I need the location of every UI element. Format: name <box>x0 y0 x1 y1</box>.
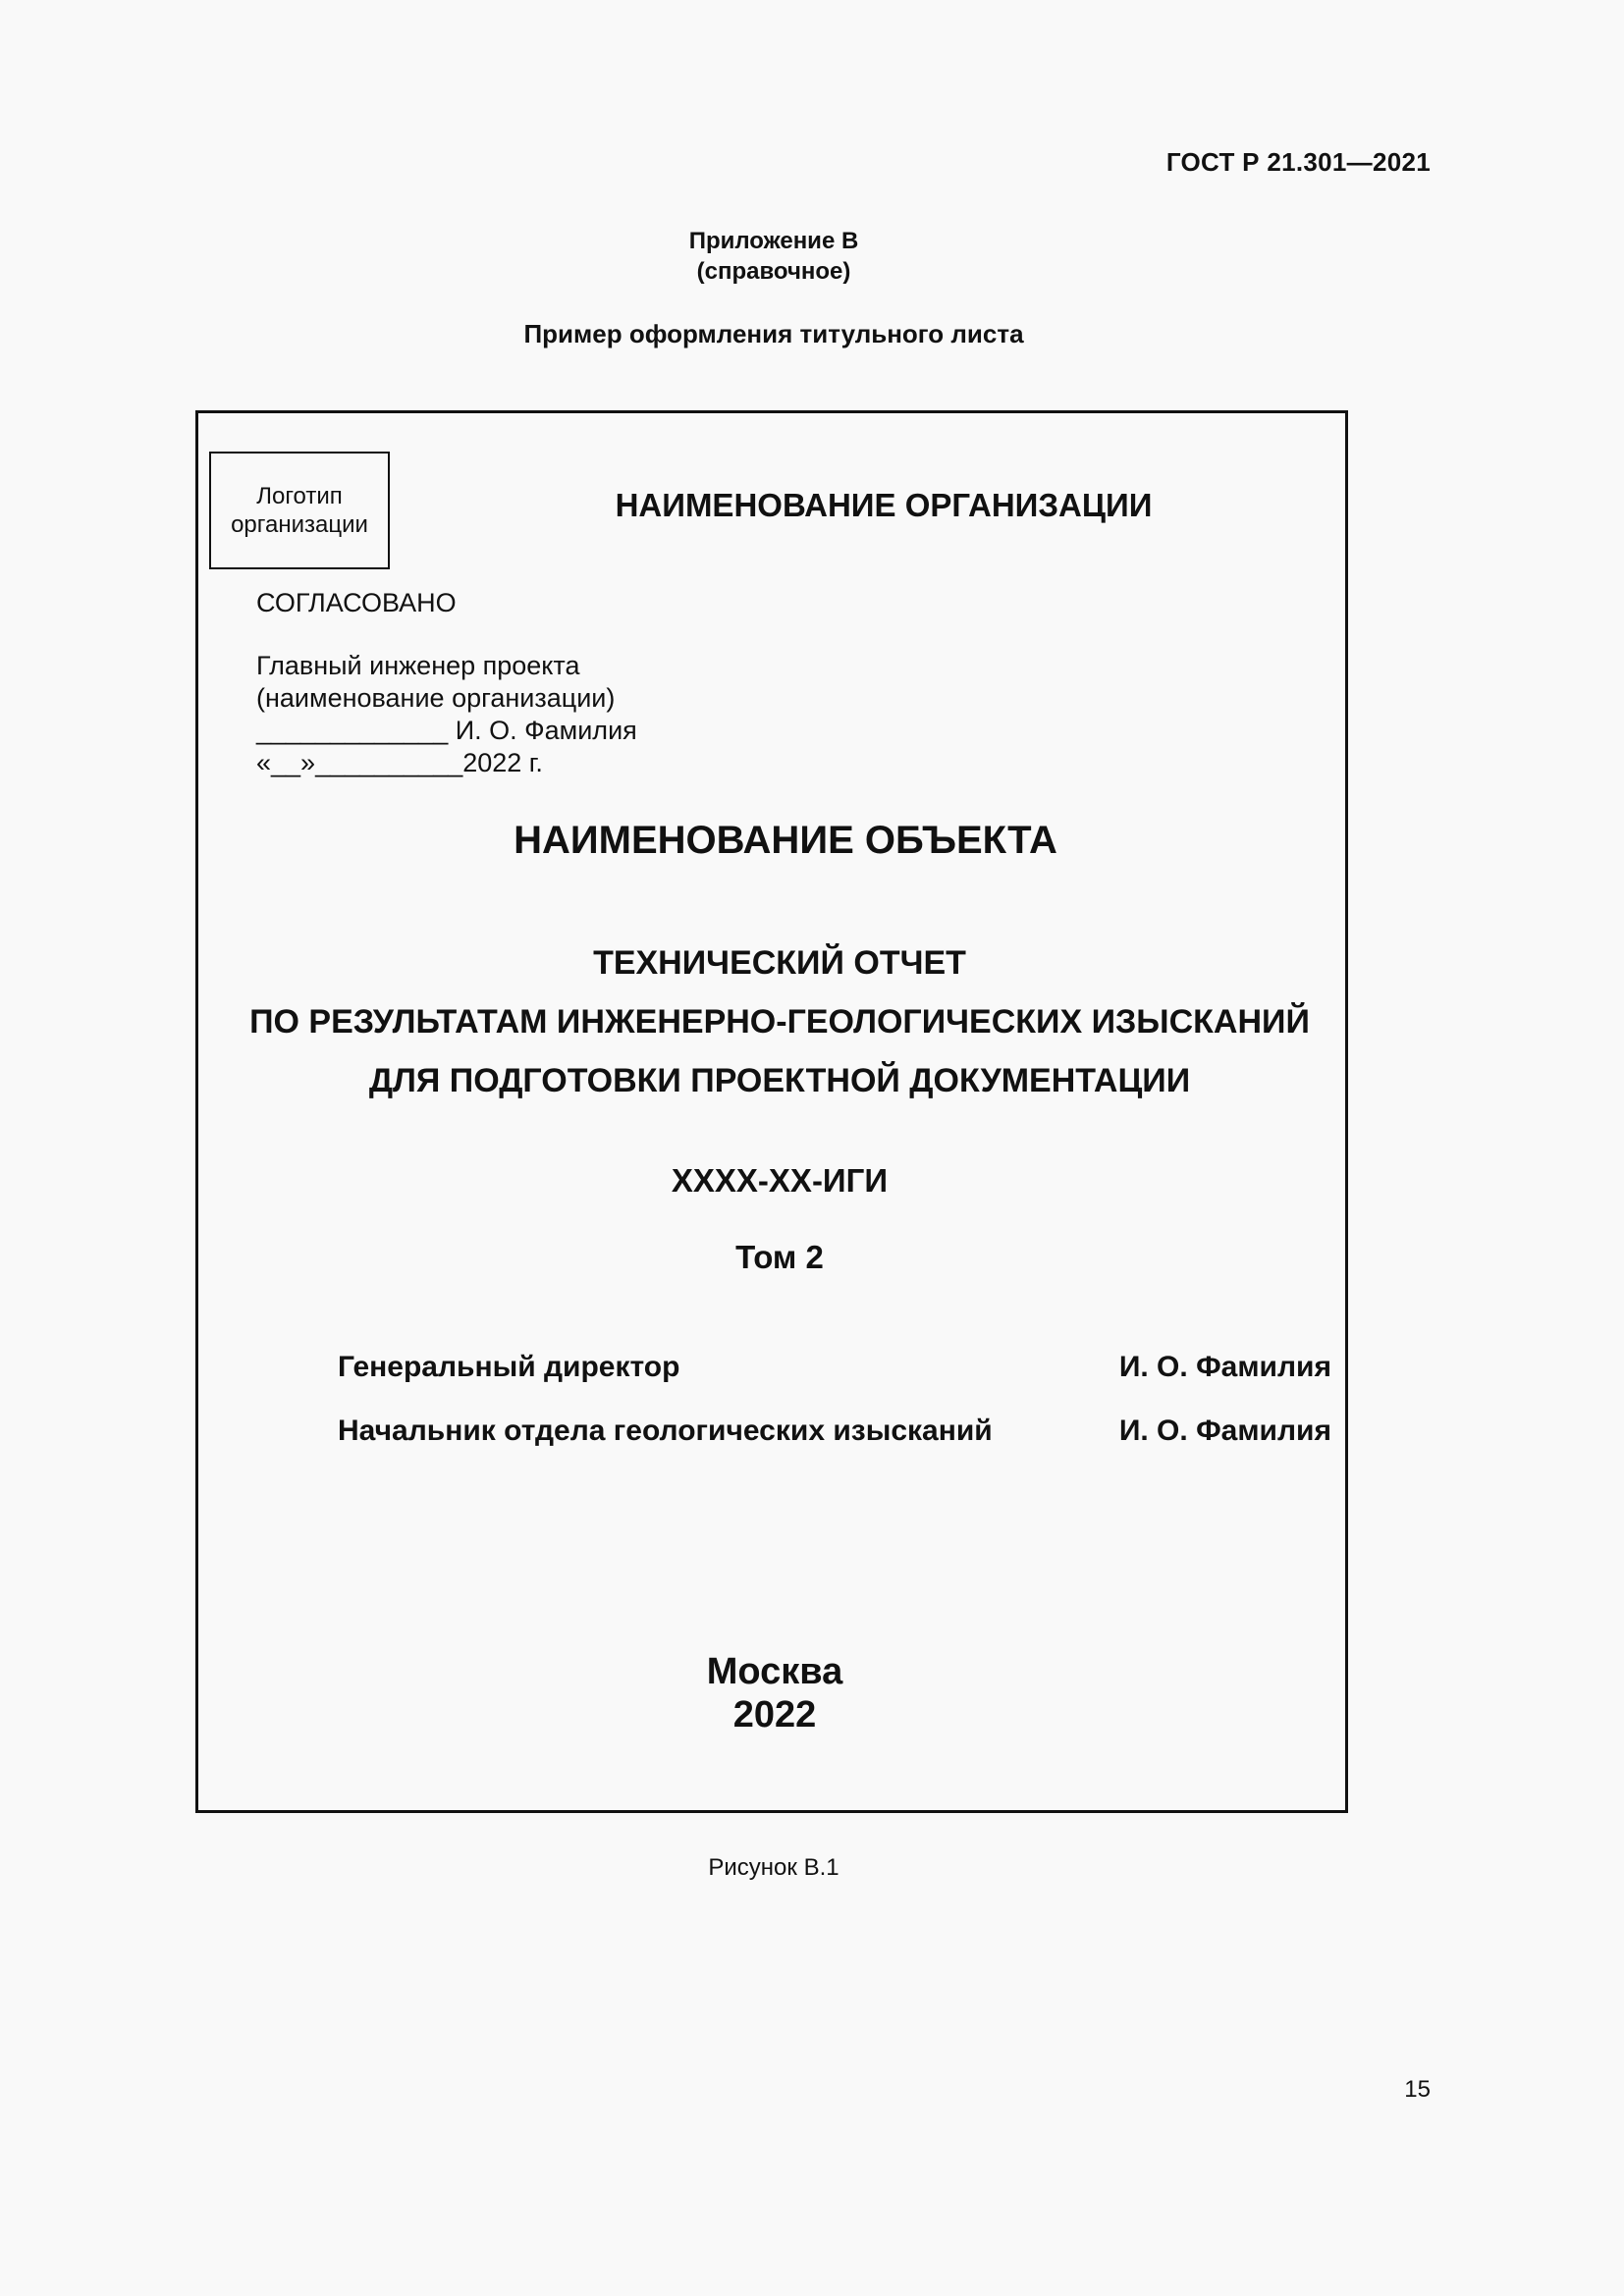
signatory-role: Генеральный директор <box>338 1351 680 1383</box>
document-code: ГОСТ Р 21.301—2021 <box>1165 147 1431 177</box>
figure-caption: Рисунок В.1 <box>708 1854 839 1881</box>
document-number: XXXX-XX-ИГИ <box>671 1162 889 1199</box>
approval-position: Главный инженер проекта <box>256 651 580 680</box>
title-page-frame <box>195 410 1348 1813</box>
logo-placeholder <box>209 452 390 569</box>
approval-organization: (наименование организации) <box>256 683 616 713</box>
appendix-title: Приложение В <box>688 228 859 254</box>
report-title-line-2: ПО РЕЗУЛЬТАТАМ ИНЖЕНЕРНО-ГЕОЛОГИЧЕСКИХ ИЗЫСКАНИЙ <box>249 1003 1310 1041</box>
volume-label: Том 2 <box>735 1239 824 1275</box>
organization-name: НАИМЕНОВАНИЕ ОРГАНИЗАЦИИ <box>615 487 1153 523</box>
approval-signature-line: _____________ И. О. Фамилия <box>256 716 637 745</box>
logo-label-line-1: Логотип <box>256 483 343 509</box>
year: 2022 <box>732 1694 817 1735</box>
report-title-line-1: ТЕХНИЧЕСКИЙ ОТЧЕТ <box>593 944 966 982</box>
signatory-name: И. О. Фамилия <box>1118 1351 1331 1383</box>
object-name: НАИМЕНОВАНИЕ ОБЪЕКТА <box>514 819 1057 862</box>
report-title-line-3: ДЛЯ ПОДГОТОВКИ ПРОЕКТНОЙ ДОКУМЕНТАЦИИ <box>368 1062 1191 1099</box>
logo-label-line-2: организации <box>231 511 368 538</box>
signatory-role: Начальник отдела геологических изысканий <box>338 1415 993 1447</box>
appendix-caption: Пример оформления титульного листа <box>523 319 1024 348</box>
signatory-name: И. О. Фамилия <box>1118 1415 1331 1447</box>
page-number: 15 <box>1404 2076 1431 2103</box>
city: Москва <box>706 1651 843 1692</box>
appendix-note: (справочное) <box>696 258 851 285</box>
approval-label: СОГЛАСОВАНО <box>256 588 457 617</box>
approval-date-line: «__»__________2022 г. <box>256 748 543 777</box>
